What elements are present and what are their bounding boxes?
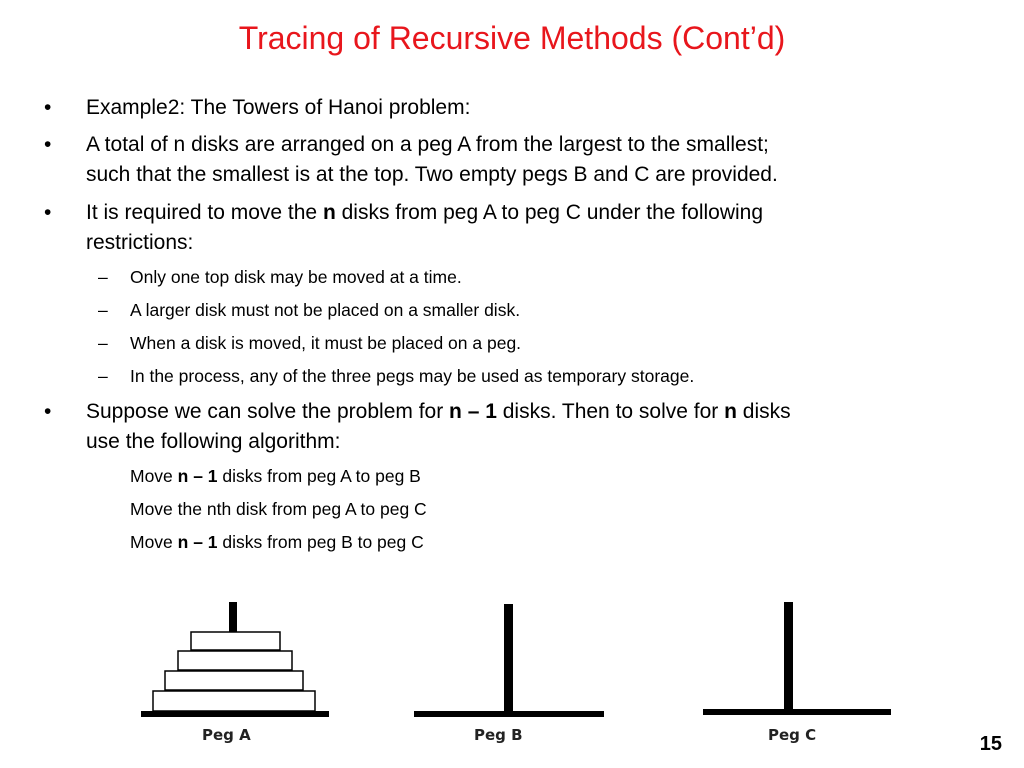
bullet-text: Example2: The Towers of Hanoi problem: [86,96,471,119]
bullet-line: restrictions: [86,231,194,254]
algorithm-step-1 [130,464,421,488]
peg-b-base [414,711,604,717]
bullet-text [86,130,966,190]
bullet-dot: • [44,96,52,119]
bullet-text-part: disks [736,400,791,423]
peg-c-base [703,709,891,715]
disk-2 [178,651,292,670]
page-number: 15 [979,733,1002,755]
restriction-text: Only one top disk may be moved at a time. [130,267,462,287]
disk-3 [165,671,303,690]
peg-a-base [141,711,329,717]
bullet-text-part: disks from peg A to peg C under the following [335,201,764,224]
bullet-bold-n: n [724,400,737,423]
dash-marker: – [98,366,108,386]
bullet-text-part: It is required to move the [86,201,323,224]
peg-b-pole [504,604,513,716]
bullet-line: such that the smallest is at the top. Two empty pegs B and C are provided. [86,163,778,186]
bullet-bold-n: n [322,201,336,224]
bullet-text-part: Suppose we can solve the problem for [86,400,450,423]
algorithm-step-3 [130,530,424,554]
peg-c-label: Peg C [768,726,817,744]
step-bold: n – 1 [177,532,218,552]
restriction-text: A larger disk must not be placed on a smaller disk. [130,300,521,320]
peg-a-label: Peg A [202,726,251,744]
dash-marker: – [98,333,108,353]
step-text: Move the nth disk from peg A to peg C [130,499,427,519]
dash-marker: – [98,300,108,320]
step-text-part: Move [130,532,178,552]
bullet-dot: • [44,133,52,156]
step-bold: n – 1 [177,466,218,486]
bullet-bold-n-minus-1: n – 1 [449,400,497,423]
slide-title: Tracing of Recursive Methods (Cont’d) [238,20,786,56]
bullet-line: A total of n disks are arranged on a peg A from the largest to the smallest; [86,133,769,156]
algorithm-step-2 [130,497,427,521]
restriction-text: In the process, any of the three pegs may be used as temporary storage. [130,366,695,386]
peg-b-label: Peg B [474,726,523,744]
bullet-line: use the following algorithm: [86,430,341,453]
step-text-part: Move [130,466,178,486]
disk-4 [153,691,315,711]
peg-a-pole [229,602,237,634]
step-text-part: disks from peg A to peg B [217,466,421,486]
bullet-text [86,397,966,457]
bullet-dot: • [44,201,52,224]
dash-marker: – [98,267,108,287]
bullet-text-part: disks. Then to solve for [496,400,725,423]
disk-1 [191,632,280,650]
peg-c-pole [784,602,793,714]
restriction-text: When a disk is moved, it must be placed on a peg. [130,333,522,353]
hanoi-figure [0,590,1024,730]
bullet-text [86,198,966,258]
step-text-part: disks from peg B to peg C [217,532,424,552]
bullet-dot: • [44,400,52,423]
